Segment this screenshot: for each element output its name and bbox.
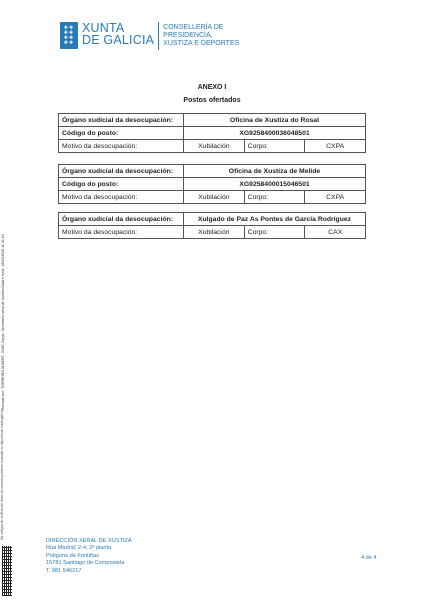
table-row — [59, 114, 366, 127]
annex-subtitle: Postos ofertados — [183, 97, 241, 104]
organ-label: Órgano xudicial da desocupación: — [59, 213, 184, 226]
code-value: XG9258400036048501 — [184, 127, 366, 140]
dept-line1: CONSELLERÍA DE — [163, 24, 224, 31]
footer-line: 15781 Santiago de Compostela — [46, 560, 125, 567]
footer-line: Polígono de Fontiñas — [46, 552, 99, 559]
code-label: Código do posto: — [59, 178, 184, 191]
department-name — [163, 24, 239, 48]
table-row — [59, 191, 366, 204]
corps-value: CXPA — [305, 191, 366, 204]
organ-value: Oficina de Xustiza de Melide — [184, 165, 366, 178]
corps-label: Corpo: — [244, 226, 305, 239]
post-table-3 — [58, 212, 366, 239]
post-table-2 — [58, 164, 366, 204]
organ-label: Órgano xudicial da desocupación: — [59, 114, 184, 127]
table-row — [59, 213, 366, 226]
verification-sidebar — [0, 409, 13, 540]
page-number: 4 de 4 — [361, 555, 377, 561]
organ-label: Órgano xudicial da desocupación: — [59, 165, 184, 178]
footer-line: Rúa Madrid, 2-4, 2ª planta — [46, 545, 112, 552]
reason-value: Xubilación — [184, 226, 245, 239]
qr-code-icon — [2, 546, 12, 596]
reason-label: Motivo da desocupación: — [59, 191, 184, 204]
annex-title: ANEXO I — [197, 84, 227, 91]
corps-label: Corpo: — [244, 140, 305, 153]
brand-name — [82, 22, 154, 46]
reason-value: Xubilación — [184, 191, 245, 204]
footer-address — [46, 538, 132, 575]
table-row — [59, 226, 366, 239]
table-row — [59, 127, 366, 140]
footer-line: T. 981 546217 — [46, 567, 82, 574]
dept-line2: PRESIDENCIA, — [163, 32, 213, 39]
organ-value: Xulgado de Paz As Pontes de García Rodríguez — [184, 213, 366, 226]
signature-sidebar — [1, 234, 13, 410]
signature-text: Asinado por: TORREIRO ALBERT, JOSE Cargo: Secretario xeral de Xustiza Data e hora: 18/03/2026 11:31:54 — [1, 234, 5, 410]
code-value: XG9258400015046501 — [184, 178, 366, 191]
dept-line3: XUSTIZA E DEPORTES — [163, 40, 240, 47]
logo-divider — [158, 22, 159, 50]
post-table-1 — [58, 113, 366, 153]
reason-value: Xubilación — [184, 140, 245, 153]
reason-label: Motivo da desocupación: — [59, 226, 184, 239]
verification-text: Os códigos de verificación deste documento pódense consultar en https://sede.xunta.gal/cve — [0, 409, 4, 540]
table-row — [59, 165, 366, 178]
reason-label: Motivo da desocupación: — [59, 140, 184, 153]
code-label: Código do posto: — [59, 127, 184, 140]
xunta-crest-icon: ✚✚ ✚✚ ✚✚ ✚✚ — [60, 22, 78, 49]
table-row — [59, 140, 366, 153]
brand-line1: XUNTA — [82, 21, 125, 35]
corps-label: Corpo: — [244, 191, 305, 204]
corps-value: CXPA — [305, 140, 366, 153]
table-row — [59, 178, 366, 191]
corps-value: CAX — [305, 226, 366, 239]
xunta-logo — [60, 22, 239, 50]
organ-value: Oficina de Xustiza do Rosal — [184, 114, 366, 127]
brand-line2: DE GALICIA — [82, 33, 155, 47]
footer-line: DIRECCIÓN XERAL DE XUSTIZA — [46, 538, 132, 544]
